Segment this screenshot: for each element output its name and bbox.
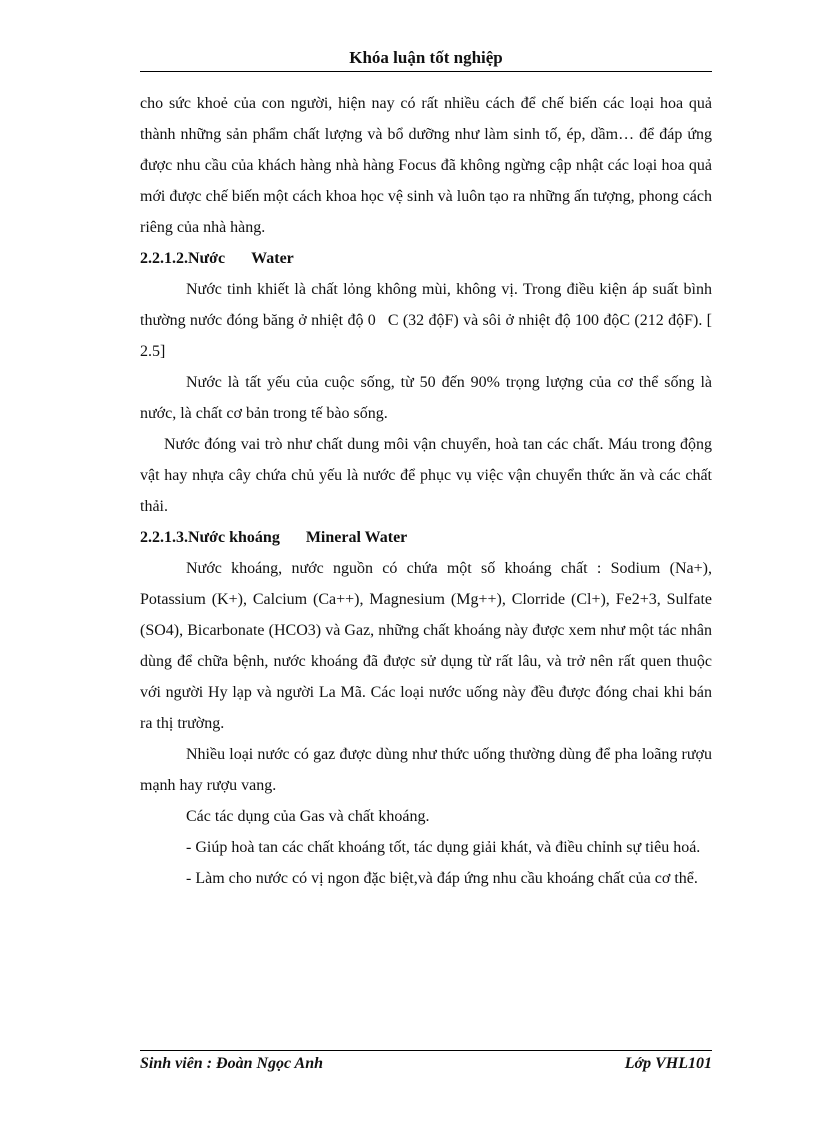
footer-class-code: Lớp VHL101 bbox=[624, 1055, 712, 1072]
pure-water-text-b: C (32 độF) và sôi ở nhiệt độ 100 độC (212 độF). [ 2.5] bbox=[140, 312, 712, 360]
page-footer bbox=[140, 1053, 712, 1075]
footer-student-name: Sinh viên : Đoàn Ngọc Anh bbox=[140, 1055, 323, 1072]
section-english-mineral: Mineral Water bbox=[305, 529, 408, 546]
paragraph-water-solvent: Nước đóng vai trò như chất dung môi vận chuyển, hoà tan các chất. Máu trong động vật hay nhựa cây chứa chủ yếu là nước để phục vụ việc vận chuyển thức ăn và các chất thải. bbox=[140, 436, 712, 515]
section-number-mineral: 2.2.1.3.Nước khoáng bbox=[140, 529, 280, 546]
paragraph-pure-water bbox=[140, 274, 712, 367]
page-header-title: Khóa luận tốt nghiệp bbox=[349, 48, 503, 67]
paragraph-fruit-continuation: cho sức khoẻ của con người, hiện nay có rất nhiều cách để chế biến các loại hoa quả thành những sản phẩm chất lượng và bổ dưỡng như làm sinh tố, ép, dầm… để đáp ứng được nhu cầu của khách hàng nhà hàng Focus đã không ngừng cập nhật các loại hoa quả mới được chế biến một cách khoa học vệ sinh và luôn tạo ra những ấn tượng, phong cách riêng của nhà hàng. bbox=[140, 95, 712, 236]
section-number-water: 2.2.1.2.Nước bbox=[140, 250, 226, 267]
paragraph-effect-2: - Làm cho nước có vị ngon đặc biệt,và đáp ứng nhu cầu khoáng chất của cơ thể. bbox=[186, 870, 698, 887]
pure-water-text-a: Nước tinh khiết là chất lỏng không mùi, không vị. Trong điều kiện áp suất bình thường nước đóng băng ở nhiệt độ 0 bbox=[140, 281, 712, 329]
paragraph-effects-heading: Các tác dụng của Gas và chất khoáng. bbox=[186, 808, 430, 825]
paragraph-mineral-water: Nước khoáng, nước nguồn có chứa một số khoáng chất : Sodium (Na+), Potassium (K+), Calcium (Ca++), Magnesium (Mg++), Clorride (Cl+), Fe2+3, Sulfate (SO4), Bicarbonate (HCO3) và Gaz, những chất khoáng này được xem như một tác nhân dùng để chữa bệnh, nước khoáng đã được sử dụng từ rất lâu, và trở nên rất quen thuộc với người Hy lạp và người La Mã. Các loại nước uống này đều được đóng chai khi bán ra thị trường. bbox=[140, 560, 712, 732]
paragraph-carbonated-water: Nhiều loại nước có gaz được dùng như thức uống thường dùng để pha loãng rượu mạnh hay rượu vang. bbox=[140, 746, 712, 794]
header-divider bbox=[140, 71, 712, 72]
section-english-water: Water bbox=[251, 250, 294, 267]
document-body bbox=[140, 88, 712, 894]
section-heading-mineral-water bbox=[140, 522, 712, 553]
footer-divider bbox=[140, 1050, 712, 1051]
paragraph-water-life: Nước là tất yếu của cuộc sống, từ 50 đến 90% trọng lượng của cơ thể sống là nước, là chất cơ bản trong tế bào sống. bbox=[140, 374, 712, 422]
paragraph-effect-1: - Giúp hoà tan các chất khoáng tốt, tác dụng giải khát, và điều chỉnh sự tiêu hoá. bbox=[186, 839, 701, 856]
section-heading-water bbox=[140, 243, 712, 274]
